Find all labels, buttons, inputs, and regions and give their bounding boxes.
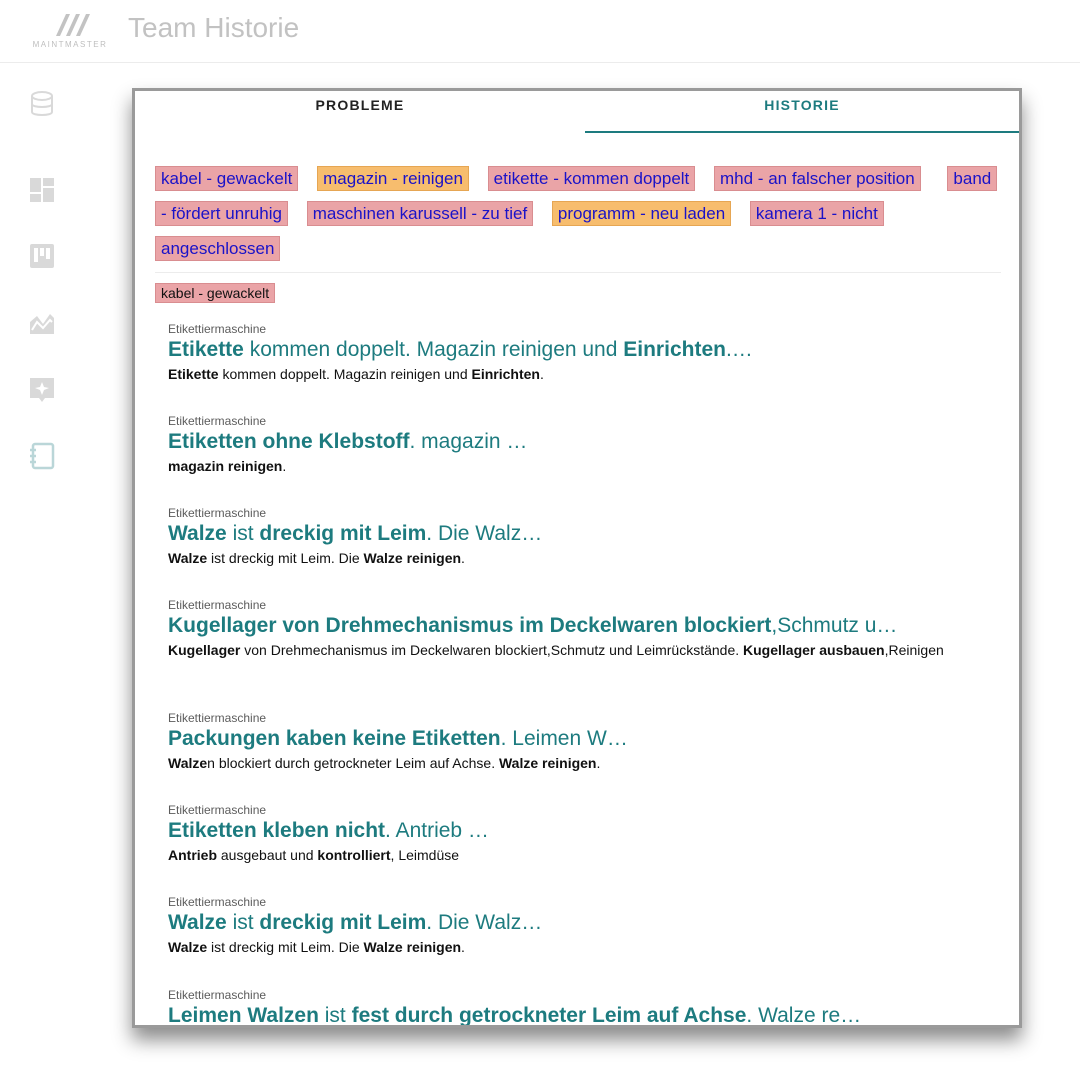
plain-text: n blockiert durch getrockneter Leim auf Achse. <box>207 755 499 771</box>
result-item[interactable] <box>168 413 527 477</box>
highlight-text: Etikette <box>168 338 244 361</box>
problem-chip[interactable]: band - fördert unruhig <box>155 166 997 226</box>
plain-text: . Walze re… <box>746 1004 862 1027</box>
problem-chip[interactable]: mhd - an falscher position <box>714 166 921 191</box>
result-item[interactable] <box>168 987 861 1028</box>
result-item[interactable] <box>168 710 628 774</box>
plain-text: kommen doppelt. Magazin reinigen und <box>243 338 624 361</box>
divider <box>155 272 1001 273</box>
plain-text: kommen doppelt. Magazin reinigen und <box>218 366 472 382</box>
plain-text: ist dreckig mit Leim. Die <box>207 550 364 566</box>
result-title[interactable] <box>168 818 489 844</box>
highlight-text: Kugellager ausbauen <box>743 642 885 658</box>
result-description <box>168 937 542 958</box>
result-title[interactable] <box>168 1003 861 1028</box>
highlight-text: Walze reinigen <box>498 755 597 771</box>
result-machine: Etikettiermaschine <box>168 988 267 1002</box>
result-machine: Etikettiermaschine <box>168 414 267 428</box>
result-description <box>168 640 944 661</box>
result-description <box>168 845 489 866</box>
result-description <box>168 456 527 477</box>
notebook-icon[interactable] <box>28 442 56 470</box>
plain-text: ist <box>226 911 260 934</box>
page-title: Team Historie <box>128 12 300 43</box>
dashboard-icon[interactable] <box>28 176 56 204</box>
plain-text: . Antrieb … <box>385 819 489 842</box>
kanban-board-icon[interactable] <box>28 242 56 270</box>
result-machine: Etikettiermaschine <box>168 711 267 725</box>
plain-text: , Leimdüse <box>390 847 460 863</box>
result-item[interactable] <box>168 597 944 661</box>
problem-chip[interactable]: kamera 1 - nicht angeschlossen <box>155 201 884 261</box>
result-item[interactable] <box>168 321 753 385</box>
plain-text: . <box>461 550 465 566</box>
highlight-text: Etiketten kleben nicht <box>168 819 386 842</box>
highlight-text: kontrolliert <box>317 847 391 863</box>
result-title[interactable] <box>168 337 753 363</box>
problem-chip[interactable]: kabel - gewackelt <box>155 166 298 191</box>
result-title[interactable] <box>168 429 527 455</box>
chart-icon[interactable] <box>28 310 56 338</box>
highlight-text: dreckig mit Leim <box>259 522 427 545</box>
highlight-text: dreckig mit Leim <box>259 911 427 934</box>
plain-text: ist <box>226 522 260 545</box>
highlight-text: Kugellager <box>168 642 241 658</box>
maintmaster-logo[interactable] <box>24 10 116 52</box>
database-icon[interactable] <box>28 90 56 118</box>
highlight-text: Walze <box>168 550 208 566</box>
highlight-text: Leimen Walzen <box>168 1004 319 1027</box>
plain-text: ist <box>318 1004 352 1027</box>
problem-chip[interactable]: etikette - kommen doppelt <box>488 166 696 191</box>
plain-text: . <box>596 755 601 771</box>
highlight-text: Packungen kaben keine Etiketten <box>168 727 501 750</box>
plain-text: . Leimen W… <box>500 727 628 750</box>
result-item[interactable] <box>168 894 542 958</box>
result-description <box>168 364 753 385</box>
result-item[interactable] <box>168 505 542 569</box>
plain-text: .… <box>725 338 753 361</box>
plain-text: . <box>461 939 465 955</box>
plain-text: ,Schmutz u… <box>771 614 898 637</box>
problem-chip[interactable]: programm - neu laden <box>552 201 731 226</box>
plain-text: ausgebaut und <box>217 847 318 863</box>
highlight-text: Etiketten ohne Klebstoff <box>168 430 410 453</box>
active-filter-chip[interactable]: kabel - gewackelt <box>155 283 275 303</box>
problem-chip[interactable]: magazin - reinigen <box>317 166 469 191</box>
problem-chip-list <box>155 161 995 266</box>
tab-bar <box>135 91 1019 135</box>
result-description <box>168 753 628 774</box>
highlight-text: magazin reinigen <box>168 458 283 474</box>
highlight-text: Einrichten <box>471 366 540 382</box>
problem-chip[interactable]: maschinen karussell - zu tief <box>307 201 533 226</box>
sparkle-badge-icon[interactable] <box>28 376 56 404</box>
app-header <box>0 0 1080 63</box>
highlight-text: Walze <box>168 939 208 955</box>
tab-probleme[interactable]: PROBLEME <box>315 97 405 113</box>
result-item[interactable] <box>168 802 489 866</box>
result-description <box>168 548 542 569</box>
result-machine: Etikettiermaschine <box>168 895 267 909</box>
plain-text: . <box>539 366 544 382</box>
highlight-text: Walze <box>168 755 208 771</box>
plain-text: . magazin … <box>409 430 528 453</box>
highlight-text: Etikette <box>168 366 219 382</box>
result-machine: Etikettiermaschine <box>168 803 267 817</box>
result-title[interactable] <box>168 521 542 547</box>
highlight-text: Walze <box>168 911 227 934</box>
tab-historie[interactable]: HISTORIE <box>585 91 1019 133</box>
plain-text: von Drehmechanismus im Deckelwaren blockiert,Schmutz und Leimrückstände. <box>240 642 744 658</box>
highlight-text: fest durch getrockneter Leim auf Achse <box>351 1004 747 1027</box>
result-title[interactable] <box>168 910 542 936</box>
highlight-text: Walze reinigen <box>363 550 462 566</box>
result-title[interactable] <box>168 613 944 639</box>
result-machine: Etikettiermaschine <box>168 598 267 612</box>
plain-text: ist dreckig mit Leim. Die <box>207 939 364 955</box>
plain-text: . <box>282 458 287 474</box>
highlight-text: Antrieb <box>168 847 217 863</box>
highlight-text: Walze reinigen <box>363 939 462 955</box>
highlight-text: Kugellager von Drehmechanismus im Deckelwaren blockiert <box>168 614 772 637</box>
plain-text: . Die Walz… <box>426 911 543 934</box>
logo-mark-icon <box>52 10 92 38</box>
plain-text: ,Reinigen <box>884 642 944 658</box>
highlight-text: Walze <box>168 522 227 545</box>
plain-text: . Die Walz… <box>426 522 543 545</box>
result-machine: Etikettiermaschine <box>168 322 267 336</box>
history-panel <box>132 88 1022 1028</box>
logo-text: MAINTMASTER <box>32 40 108 49</box>
result-machine: Etikettiermaschine <box>168 506 267 520</box>
highlight-text: Einrichten <box>623 338 726 361</box>
result-title[interactable] <box>168 726 628 752</box>
